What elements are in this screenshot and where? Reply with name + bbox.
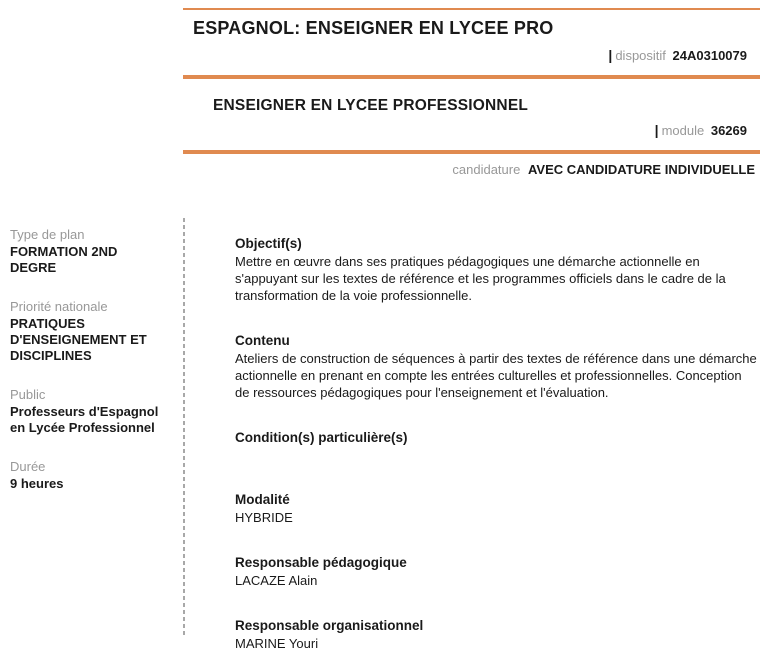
top-accent-rule: [183, 8, 760, 10]
attr-label: Public: [10, 387, 46, 402]
candidature-row: [183, 162, 760, 178]
attr-type-de-plan: [10, 227, 161, 276]
dispositif-title: ESPAGNOL: ENSEIGNER EN LYCEE PRO: [193, 18, 554, 38]
module-label: module: [661, 123, 705, 138]
attr-label: Type de plan: [10, 227, 85, 242]
section-conditions-particulieres: [235, 429, 758, 463]
pipe-separator: |: [654, 122, 659, 138]
attr-public: [10, 387, 161, 436]
dispositif-label: dispositif: [615, 48, 666, 63]
attr-value: Professeurs d'Espagnol en Lycée Professionnel: [10, 404, 159, 435]
module-title: ENSEIGNER EN LYCEE PROFESSIONNEL: [213, 97, 529, 114]
section-heading: Modalité: [235, 492, 290, 507]
section-body: LACAZE Alain: [235, 573, 318, 588]
attr-value: 9 heures: [10, 476, 64, 491]
section-body: Mettre en œuvre dans ses pratiques pédagogiques une démarche actionnelle en s'appuyant sur les textes de référence et les programmes officiels dans le cadre de la transformation de la voie professionnelle.: [235, 254, 726, 303]
section-objectifs: [235, 235, 758, 304]
dispositif-code-row: [183, 47, 760, 64]
section-heading: Condition(s) particulière(s): [235, 430, 408, 445]
attr-duree: [10, 459, 161, 492]
candidature-value: AVEC CANDIDATURE INDIVIDUELLE: [527, 162, 755, 177]
attr-value: FORMATION 2ND DEGRE: [10, 244, 118, 275]
course-details: [185, 218, 768, 651]
section-body: MARINE Youri: [235, 636, 319, 651]
module-code: 36269: [710, 123, 747, 138]
section-responsable-pedagogique: [235, 554, 758, 589]
accent-rule-module: [183, 150, 760, 154]
section-contenu: [235, 332, 758, 401]
attr-label: Durée: [10, 459, 46, 474]
candidature-label: candidature: [452, 162, 521, 177]
course-content: [0, 218, 768, 651]
course-header: [183, 0, 760, 178]
module-code-row: [183, 122, 760, 139]
section-body: HYBRIDE: [235, 510, 293, 525]
section-heading: Responsable pédagogique: [235, 555, 407, 570]
section-heading: Contenu: [235, 333, 290, 348]
section-heading: Objectif(s): [235, 236, 302, 251]
section-modalite: [235, 491, 758, 526]
pipe-separator: |: [608, 47, 613, 63]
attr-value: PRATIQUES D'ENSEIGNEMENT ET DISCIPLINES: [10, 316, 147, 363]
course-attributes-sidebar: [0, 218, 183, 635]
attr-priorite-nationale: [10, 299, 161, 364]
attr-label: Priorité nationale: [10, 299, 108, 314]
accent-rule-dispositif: [183, 75, 760, 79]
section-body: Ateliers de construction de séquences à partir des textes de référence dans une démarche actionnelle en prenant en compte les entrées culturelles et professionnelles. Conception de ressources pédagogiques pour l'enseignement et l'évaluation.: [235, 351, 757, 400]
section-body: [235, 447, 758, 463]
dispositif-code: 24A0310079: [672, 48, 747, 63]
section-heading: Responsable organisationnel: [235, 618, 424, 633]
